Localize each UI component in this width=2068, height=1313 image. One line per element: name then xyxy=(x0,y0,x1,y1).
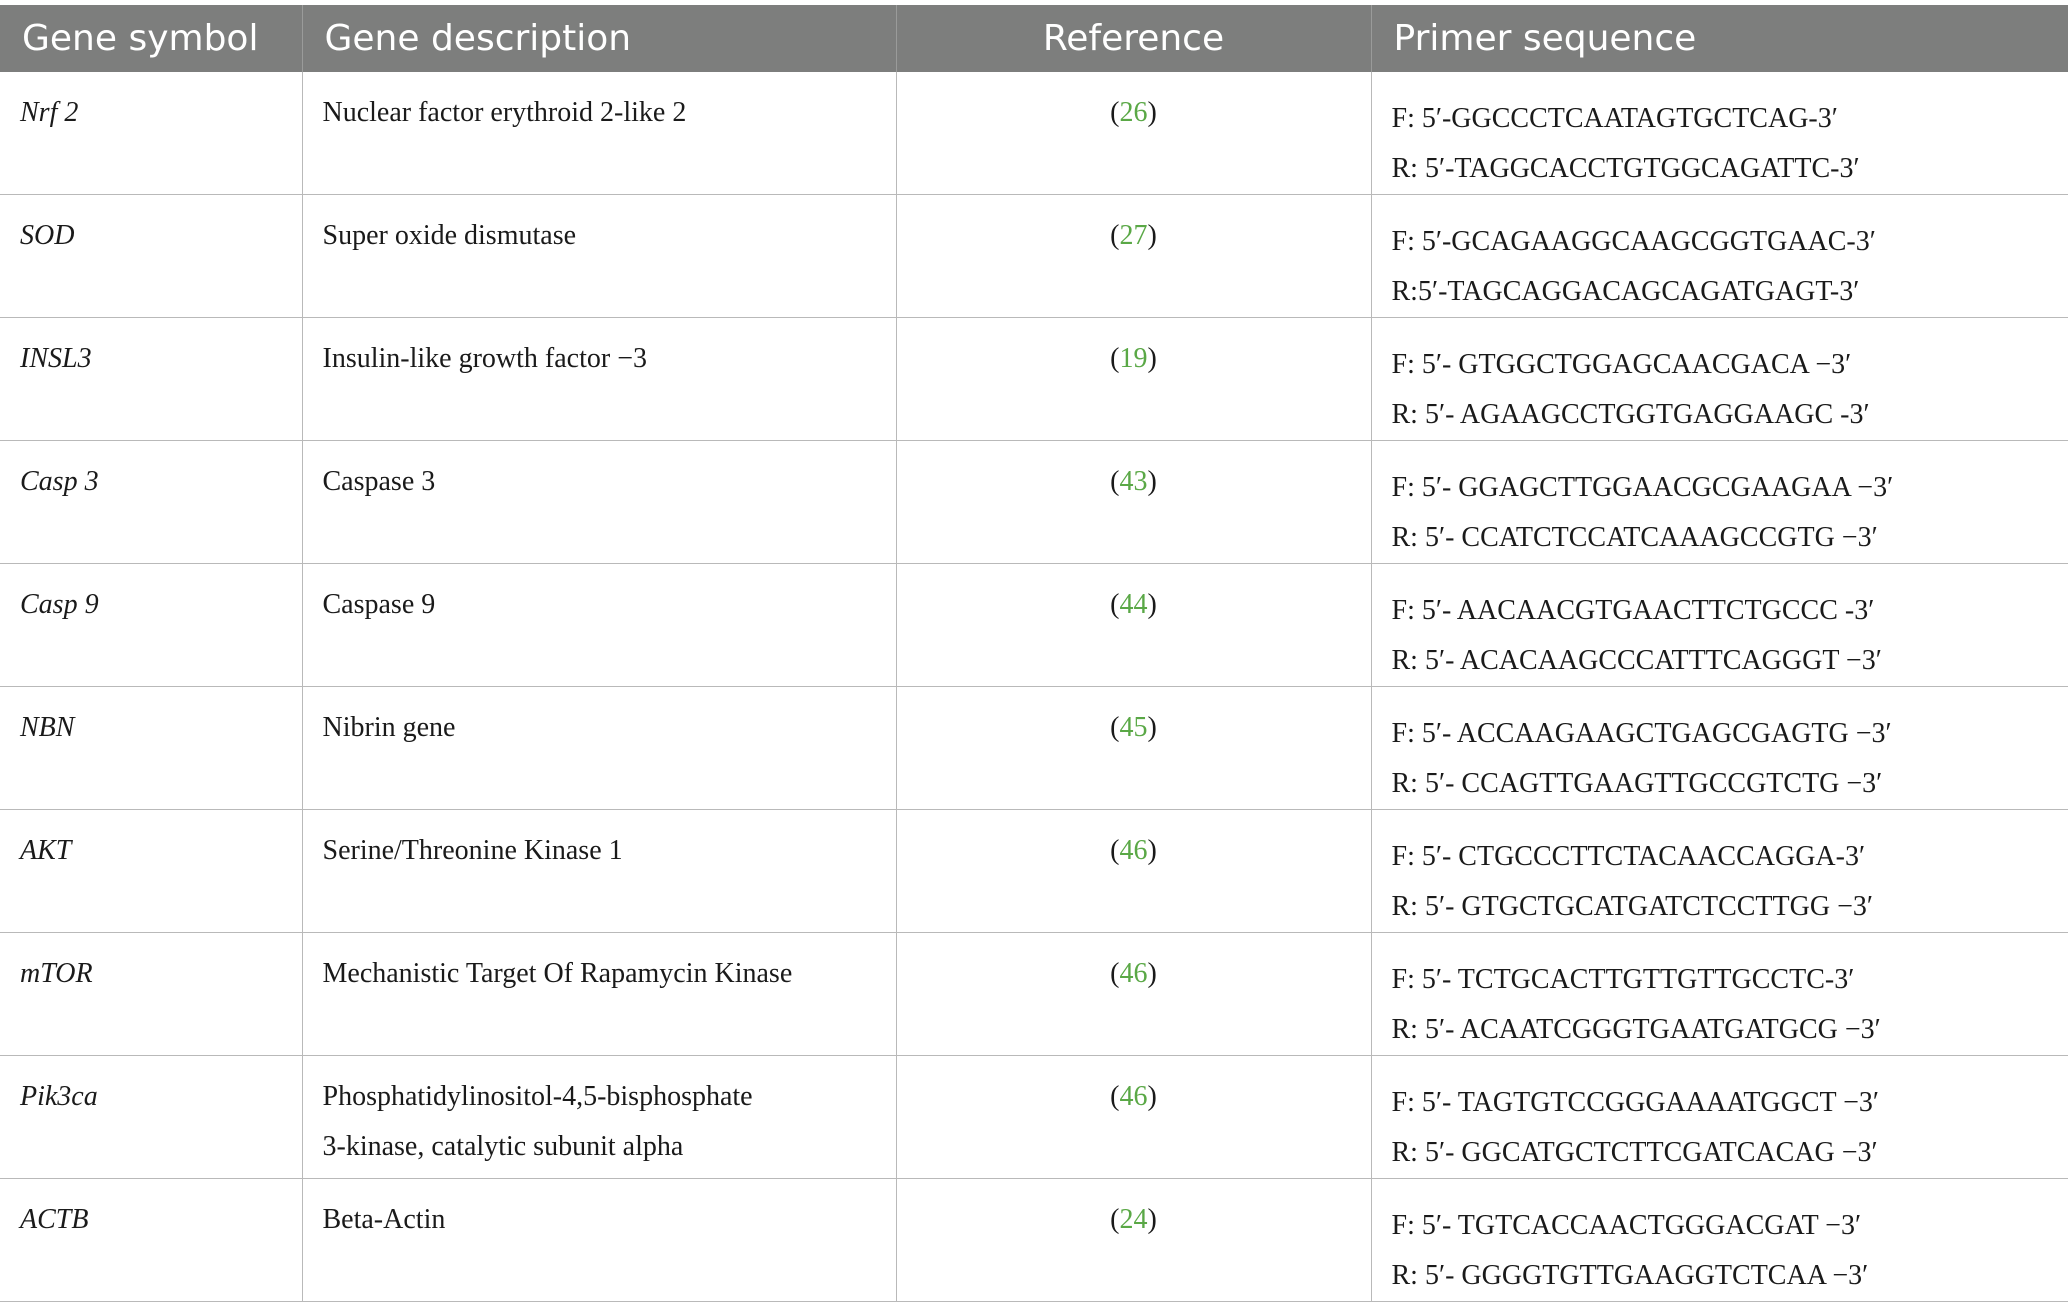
gene-description-cell xyxy=(302,1056,896,1179)
reference-link[interactable]: 27 xyxy=(1119,220,1148,251)
gene-description: Mechanistic Target Of Rapamycin Kinase xyxy=(322,958,793,989)
reference-link[interactable]: 19 xyxy=(1119,343,1148,374)
forward-primer: F: 5′- TGTCACCAACTGGGACGAT −3′ xyxy=(1391,1210,1862,1241)
reference-cell: (24) xyxy=(896,1179,1371,1302)
gene-symbol: AKT xyxy=(20,835,72,866)
reference-link[interactable]: 24 xyxy=(1119,1204,1148,1235)
primer-cell xyxy=(1371,72,2068,195)
gene-description: Super oxide dismutase xyxy=(322,220,577,251)
forward-primer: F: 5′- TAGTGTCCGGGAAAATGGCT −3′ xyxy=(1391,1087,1880,1118)
gene-symbol: Casp 3 xyxy=(20,466,99,497)
reference-cell: (46) xyxy=(896,933,1371,1056)
reference-cell: (26) xyxy=(896,72,1371,195)
header-gene-description: Gene description xyxy=(302,5,896,72)
forward-primer: F: 5′- GTGGCTGGAGCAACGACA −3′ xyxy=(1391,349,1852,380)
reverse-primer: R: 5′- GGCATGCTCTTCGATCACAG −3′ xyxy=(1391,1137,1878,1168)
table-row xyxy=(0,933,2068,1056)
reference-cell: (44) xyxy=(896,564,1371,687)
gene-symbol-cell xyxy=(0,1179,302,1302)
gene-description: Beta-Actin xyxy=(322,1204,446,1235)
reference-link[interactable]: 46 xyxy=(1119,1081,1148,1112)
gene-description-cell xyxy=(302,1179,896,1302)
forward-primer: F: 5′-GGCCCTCAATAGTGCTCAG-3′ xyxy=(1391,103,1838,134)
reference-link[interactable]: 43 xyxy=(1119,466,1148,497)
table-row xyxy=(0,195,2068,318)
forward-primer: F: 5′- TCTGCACTTGTTGTTGCCTC-3′ xyxy=(1391,964,1855,995)
reverse-primer: R: 5′- GTGCTGCATGATCTCCTTGG −3′ xyxy=(1391,891,1873,922)
gene-description-cell xyxy=(302,318,896,441)
reference-link[interactable]: 46 xyxy=(1119,835,1148,866)
primer-table xyxy=(0,5,2068,1302)
primer-cell xyxy=(1371,1056,2068,1179)
gene-symbol: INSL3 xyxy=(20,343,92,374)
reference-cell: (46) xyxy=(896,810,1371,933)
table-row xyxy=(0,810,2068,933)
reverse-primer: R: 5′- ACACAAGCCCATTTCAGGGT −3′ xyxy=(1391,645,1882,676)
header-row xyxy=(0,5,2068,72)
gene-description: Caspase 9 xyxy=(322,589,436,620)
primer-cell xyxy=(1371,441,2068,564)
reverse-primer: R: 5′- CCATCTCCATCAAAGCCGTG −3′ xyxy=(1391,522,1878,553)
reference-link[interactable]: 26 xyxy=(1119,97,1148,128)
header-primer-sequence: Primer sequence xyxy=(1371,5,2068,72)
gene-symbol: Pik3ca xyxy=(20,1081,98,1112)
gene-symbol-cell xyxy=(0,564,302,687)
gene-description-cell xyxy=(302,441,896,564)
primer-cell xyxy=(1371,195,2068,318)
gene-symbol: NBN xyxy=(20,712,75,743)
gene-symbol-cell xyxy=(0,441,302,564)
gene-symbol: mTOR xyxy=(20,958,93,989)
gene-description: Caspase 3 xyxy=(322,466,436,497)
forward-primer: F: 5′-GCAGAAGGCAAGCGGTGAAC-3′ xyxy=(1391,226,1876,257)
gene-description-cell xyxy=(302,72,896,195)
reverse-primer: R:5′-TAGCAGGACAGCAGATGAGT-3′ xyxy=(1391,276,1860,307)
table-row xyxy=(0,441,2068,564)
reference-cell: (27) xyxy=(896,195,1371,318)
gene-description-cell xyxy=(302,195,896,318)
gene-symbol: SOD xyxy=(20,220,75,251)
gene-description: Phosphatidylinositol-4,5-bisphosphate xyxy=(322,1081,753,1112)
gene-symbol-cell xyxy=(0,318,302,441)
gene-symbol-cell xyxy=(0,687,302,810)
table-row xyxy=(0,72,2068,195)
table-row xyxy=(0,687,2068,810)
gene-symbol: ACTB xyxy=(20,1204,89,1235)
gene-description: Nuclear factor erythroid 2-like 2 xyxy=(322,97,687,128)
gene-symbol: Nrf 2 xyxy=(20,97,79,128)
header-gene-symbol: Gene symbol xyxy=(0,5,302,72)
reverse-primer: R: 5′- CCAGTTGAAGTTGCCGTCTG −3′ xyxy=(1391,768,1883,799)
header-reference: Reference xyxy=(896,5,1371,72)
reverse-primer: R: 5′- ACAATCGGGTGAATGATGCG −3′ xyxy=(1391,1014,1881,1045)
gene-description: Nibrin gene xyxy=(322,712,456,743)
reference-cell: (45) xyxy=(896,687,1371,810)
primer-cell xyxy=(1371,810,2068,933)
gene-description: Insulin-like growth factor −3 xyxy=(322,343,647,374)
gene-description-cell xyxy=(302,687,896,810)
reference-link[interactable]: 45 xyxy=(1119,712,1148,743)
primer-cell xyxy=(1371,1179,2068,1302)
reverse-primer: R: 5′- AGAAGCCTGGTGAGGAAGC -3′ xyxy=(1391,399,1870,430)
forward-primer: F: 5′- ACCAAGAAGCTGAGCGAGTG −3′ xyxy=(1391,718,1892,749)
gene-description-cell xyxy=(302,810,896,933)
primer-cell xyxy=(1371,318,2068,441)
reference-link[interactable]: 46 xyxy=(1119,958,1148,989)
gene-description-cell xyxy=(302,564,896,687)
gene-description-continued: 3-kinase, catalytic subunit alpha xyxy=(322,1131,684,1162)
table-row xyxy=(0,1056,2068,1179)
primer-cell xyxy=(1371,687,2068,810)
table-row xyxy=(0,564,2068,687)
gene-symbol-cell xyxy=(0,1056,302,1179)
gene-symbol-cell xyxy=(0,933,302,1056)
gene-description: Serine/Threonine Kinase 1 xyxy=(322,835,623,866)
forward-primer: F: 5′- CTGCCCTTCTACAACCAGGA-3′ xyxy=(1391,841,1866,872)
table-row xyxy=(0,318,2068,441)
forward-primer: F: 5′- AACAACGTGAACTTCTGCCC -3′ xyxy=(1391,595,1875,626)
primer-cell xyxy=(1371,564,2068,687)
reverse-primer: R: 5′-TAGGCACCTGTGGCAGATTC-3′ xyxy=(1391,153,1860,184)
gene-symbol-cell xyxy=(0,195,302,318)
table-row xyxy=(0,1179,2068,1302)
reference-cell: (43) xyxy=(896,441,1371,564)
primer-cell xyxy=(1371,933,2068,1056)
gene-symbol-cell xyxy=(0,810,302,933)
reference-cell: (46) xyxy=(896,1056,1371,1179)
reference-link[interactable]: 44 xyxy=(1119,589,1148,620)
gene-symbol: Casp 9 xyxy=(20,589,99,620)
gene-description-cell xyxy=(302,933,896,1056)
reference-cell: (19) xyxy=(896,318,1371,441)
reverse-primer: R: 5′- GGGGTGTTGAAGGTCTCAA −3′ xyxy=(1391,1260,1869,1291)
forward-primer: F: 5′- GGAGCTTGGAACGCGAAGAA −3′ xyxy=(1391,472,1894,503)
gene-symbol-cell xyxy=(0,72,302,195)
